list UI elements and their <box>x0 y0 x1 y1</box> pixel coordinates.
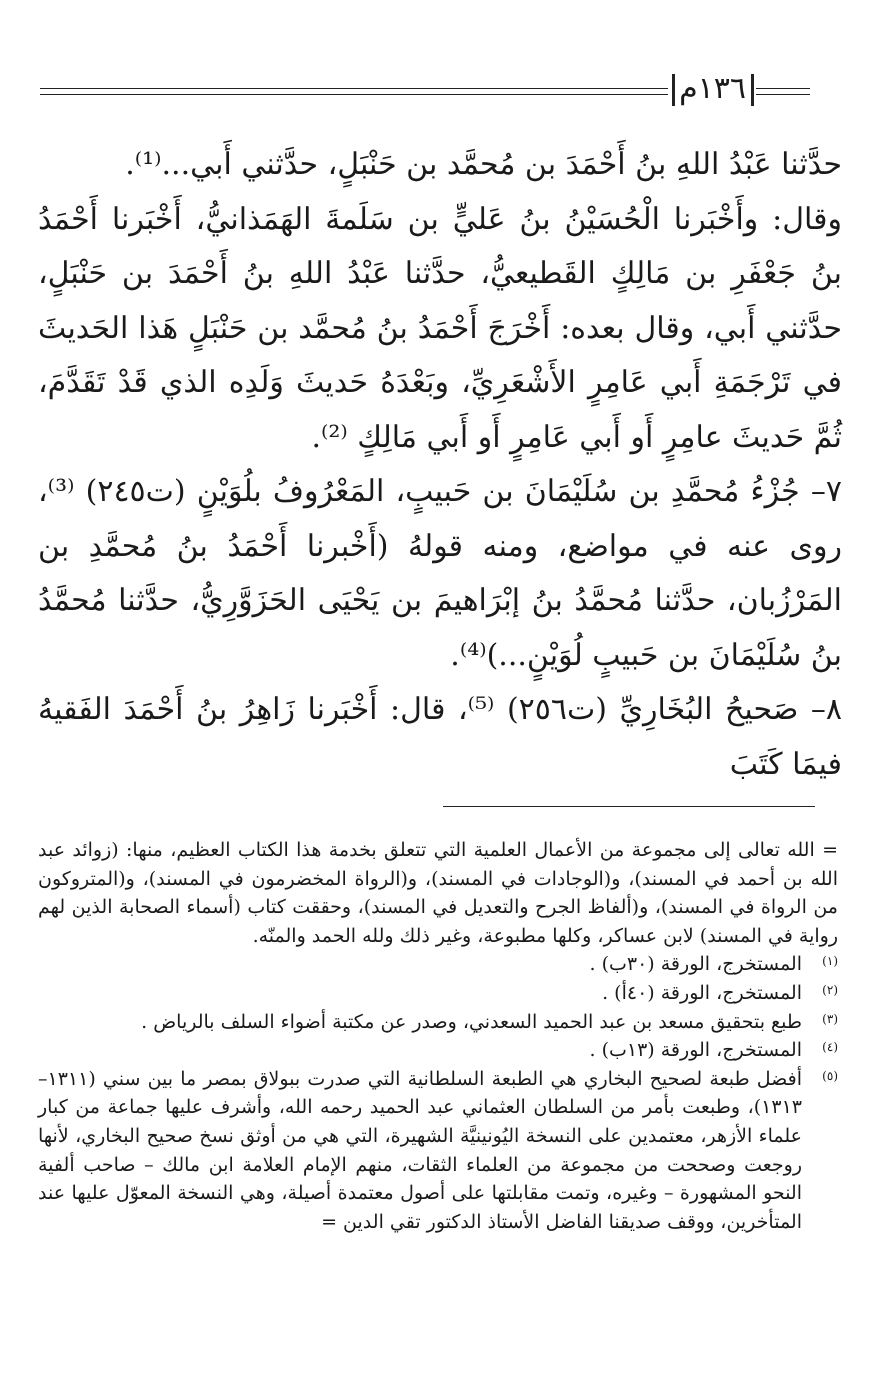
page-header <box>40 68 810 108</box>
footnotes <box>38 836 838 1236</box>
item-text: جُزْءُ مُحمَّدِ بن سُلَيْمَانَ بن حَبيبٍ، المَعْرُوفُ بلُوَيْنٍ (ت٢٤٥) ⁽³⁾، روى عنه في مواضع، ومنه قولهُ (أَخْبرنا أَحْمَدُ بنُ مُحمَّدِ بن المَرْزُبان، حدَّثنا مُحمَّدُ بنُ إبْرَاهيمَ بن يَحْيَى الحَزَوَّرِيُّ، حدَّثنا مُحمَّدُ بنُ سُلَيْمَانَ بن حَبيبٍ لُوَيْنٍ...)⁽⁴⁾. <box>38 474 842 673</box>
footnote-text: المستخرج، الورقة (٣٠ب) . <box>589 953 802 976</box>
footnote-mark: (٢) <box>822 982 838 997</box>
item-number: ٨– <box>810 692 843 727</box>
list-item-8 <box>38 683 842 792</box>
footnote <box>38 1008 838 1037</box>
footnote <box>38 979 838 1008</box>
header-rule <box>40 94 668 95</box>
header-bar <box>751 74 754 106</box>
footnote-text: أفضل طبعة لصحيح البخاري هي الطبعة السلطانية التي صدرت ببولاق بمصر ما بين سني (١٣١١–١٣١٣)، وطبعت بأمر من السلطان العثماني عبد الحميد رحمه الله، وأشرف عليها جماعة من كبار علماء الأزهر، معتمدين على النسخة اليُونينيَّة الشهيرة، التي هي من أوثق نسخ صحيح البخاري، لأنها روجعت وصححت من مجموعة من العلماء الثقات، منهم الإمام العلامة ابن مالك – صاحب ألفية النحو المشهورة – وغيره، وتمت مقابلتها على أصول معتمدة أصيلة، وهي النسخة المعوّل عليها عند المتأخرين، ووقف صديقنا الفاضل الأستاذ الدكتور تقي الدين = <box>38 1067 802 1233</box>
footnote-continuation: = الله تعالى إلى مجموعة من الأعمال العلمية التي تتعلق بخدمة هذا الكتاب العظيم، منها: (زوائد عبد الله بن أحمد في المسند)، و(الوجادات في المسند)، و(الرواة المخضرمون في المسند)، و(المتروكون من الرواة في المسند)، و(ألفاظ الجرح والتعديل في المسند)، وحققت كتاب (أسماء الصحابة الذين لهم رواية في المسند) لابن عساكر، وكلها مطبوعة، وغير ذلك ولله الحمد والمنّه. <box>38 839 838 947</box>
header-bar <box>672 74 675 106</box>
footnote-mark: (١) <box>822 954 838 969</box>
page-number: ١٣٦م <box>679 71 746 106</box>
footnote <box>38 950 838 979</box>
footnote-separator <box>443 806 815 807</box>
footnote-mark: (٤) <box>822 1040 838 1055</box>
list-item-7 <box>38 465 842 683</box>
footnote-text: طبع بتحقيق مسعد بن عبد الحميد السعدني، وصدر عن مكتبة أضواء السلف بالرياض . <box>141 1010 802 1033</box>
item-text: صَحيحُ البُخَارِيِّ (ت٢٥٦) ⁽⁵⁾، قال: أَخْبَرنا زَاهِرُ بنُ أَحْمَدَ الفَقيهُ فيمَا كَتَبَ <box>38 692 842 782</box>
footnote-mark: (٥) <box>822 1068 838 1083</box>
footnote-text: المستخرج، الورقة (٤٠أ) . <box>602 981 802 1004</box>
header-rule <box>756 88 810 89</box>
footnote-mark: (٣) <box>822 1011 838 1026</box>
paragraph: وقال: وأَخْبَرنا الْحُسَيْنُ بنُ عَليٍّ بن سَلَمةَ الهَمَذانيُّ، أَخْبَرنا أَحْمَدُ بنُ جَعْفَرِ بن مَالِكٍ القَطيعيُّ، حدَّثنا عَبْدُ اللهِ بنُ أَحْمَدَ بن حَنْبَلٍ، حدَّثني أَبي، وقال بعده: أَخْرَجَ أَحْمَدُ بنُ مُحمَّد بن حَنْبَلٍ هَذا الحَديثَ في تَرْجَمَةِ أَبي عَامِرٍ الأَشْعَرِيِّ، وبَعْدَهُ حَديثَ وَلَدِه الذي قَدْ تَقَدَّمَ، ثُمَّ حَديثَ عامِرٍ أَو أَبي عَامِرٍ أَو أَبي مَالِكٍ ⁽²⁾. <box>38 201 842 455</box>
main-text <box>38 138 842 792</box>
footnote <box>38 1065 838 1237</box>
footnote <box>38 1036 838 1065</box>
header-rule <box>40 88 668 89</box>
item-number: ٧– <box>810 474 843 509</box>
header-rule <box>756 94 810 95</box>
paragraph: حدَّثنا عَبْدُ اللهِ بنُ أَحْمَدَ بن مُحمَّد بن حَنْبَلٍ، حدَّثني أَبي...⁽¹⁾. <box>125 147 842 182</box>
footnote-text: المستخرج، الورقة (١٣ب) . <box>589 1039 802 1062</box>
